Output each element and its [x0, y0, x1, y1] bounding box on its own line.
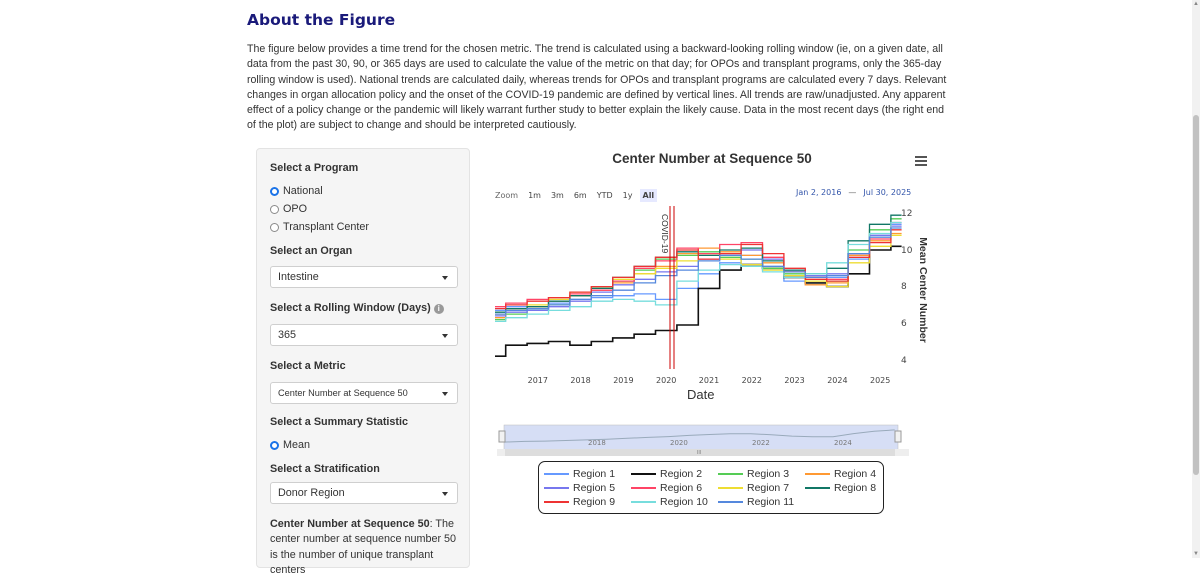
y-tick-label: 12 [901, 209, 913, 220]
metric-label: Select a Metric [270, 360, 346, 372]
window-label [270, 302, 444, 314]
range-separator: — [848, 188, 857, 197]
legend-swatch [805, 487, 830, 489]
metric-description-text: : The center number at sequence number 50 is the number of unique transplant centers [270, 518, 457, 576]
scroll-up-icon[interactable]: ▲ [1193, 1, 1199, 7]
legend-label: Region 9 [573, 495, 616, 508]
organ-label: Select an Organ [270, 245, 353, 257]
radio-label: National [283, 185, 323, 197]
y-axis-title: Mean Center Number [917, 237, 929, 343]
zoom-all-button[interactable]: All [640, 189, 658, 202]
radio-transplant-center[interactable] [270, 220, 369, 234]
x-tick-label: 2022 [741, 376, 762, 385]
radio-selected-icon[interactable] [270, 441, 279, 450]
series-lines [495, 215, 902, 356]
page-heading: About the Figure [247, 11, 396, 29]
legend-item-region-2[interactable] [631, 467, 702, 480]
legend-label: Region 2 [660, 467, 703, 480]
radio-icon[interactable] [270, 223, 279, 232]
y-tick-label: 10 [901, 245, 913, 256]
x-axis-title: Date [687, 387, 715, 402]
legend-swatch [631, 487, 656, 489]
legend-item-region-10[interactable] [631, 495, 708, 508]
program-label: Select a Program [270, 162, 359, 174]
scroll-down-icon[interactable]: ▼ [1193, 551, 1199, 557]
caret-down-icon [442, 334, 448, 338]
strat-label: Select a Stratification [270, 463, 380, 475]
range-to-input[interactable]: Jul 30, 2025 [863, 188, 912, 197]
legend-label: Region 6 [660, 481, 703, 494]
x-tick-label: 2025 [869, 376, 891, 385]
window-select-value: 365 [278, 329, 297, 341]
legend-label: Region 1 [573, 467, 616, 480]
caret-down-icon [442, 492, 448, 496]
legend-swatch [718, 501, 743, 503]
chart-title: Center Number at Sequence 50 [612, 151, 812, 166]
legend-swatch [805, 473, 830, 475]
navigator-tick: 2022 [752, 439, 770, 447]
legend-label: Region 7 [747, 481, 790, 494]
range-from-input[interactable]: Jan 2, 2016 [796, 188, 842, 197]
legend-item-region-6[interactable] [631, 481, 702, 494]
legend-item-region-5[interactable] [544, 481, 615, 494]
zoom-3m-button[interactable]: 3m [550, 191, 564, 200]
navigator-left-handle[interactable] [499, 431, 505, 442]
radio-label: OPO [283, 203, 307, 215]
legend-item-region-9[interactable] [544, 495, 615, 508]
x-tick-label: 2020 [656, 376, 677, 385]
metric-select[interactable] [270, 382, 458, 404]
zoom-1m-button[interactable]: 1m [528, 191, 541, 200]
legend-label: Region 11 [747, 495, 795, 508]
y-tick-label: 6 [901, 319, 907, 330]
chart-legend [538, 461, 884, 514]
navigator-tick: 2024 [834, 439, 852, 447]
radio-icon[interactable] [270, 205, 279, 214]
legend-item-region-1[interactable] [544, 467, 615, 480]
figure-description: The figure below provides a time trend for the chosen metric. The trend is calculated using a backward-looking rolling window (ie, on a given date, all data from the past 30, 90, or 365 days are used to calculate the value of the metric on that day; for OPOs and transplant programs, only the 365-day rolling window is used). National trends are calculated daily, whereas trends for OPOs and transplant programs are calculated every 7 days. Relevant changes in organ allocation policy and the onset of the COVID-19 pandemic are defined by vertical lines. All trends are raw/unadjusted. Any apparent effect of a policy change or the pandemic will likely warrant further study to better explain the likely cause. Data in the most recent days (the right end of the plot) are subject to change and should be interpreted cautiously. [247, 43, 947, 132]
zoom-ytd-button[interactable]: YTD [596, 191, 613, 200]
legend-swatch [631, 501, 656, 503]
x-tick-label: 2019 [613, 376, 634, 385]
radio-mean[interactable] [270, 438, 310, 452]
x-tick-label: 2018 [570, 376, 591, 385]
scrollbar-grip: III [697, 450, 702, 456]
legend-swatch [544, 487, 569, 489]
legend-swatch [718, 487, 743, 489]
radio-label: Mean [283, 439, 311, 451]
covid-annotation: COVID-19 [660, 214, 670, 254]
window-label-text: Select a Rolling Window (Days) [270, 302, 431, 314]
x-tick-label: 2017 [527, 376, 548, 385]
legend-swatch [544, 473, 569, 475]
caret-down-icon [442, 392, 448, 396]
navigator-tick: 2020 [670, 439, 688, 447]
legend-label: Region 5 [573, 481, 616, 494]
radio-label: Transplant Center [283, 221, 370, 233]
metric-description-term: Center Number at Sequence 50 [270, 518, 430, 530]
zoom-label: Zoom [495, 191, 519, 200]
legend-label: Region 3 [747, 467, 790, 480]
x-tick-label: 2024 [827, 376, 848, 385]
scrollbar-thumb[interactable] [1193, 115, 1199, 475]
legend-swatch [544, 501, 569, 503]
caret-down-icon [442, 276, 448, 280]
window-select[interactable] [270, 324, 458, 346]
legend-label: Region 4 [834, 467, 877, 480]
legend-item-region-8[interactable] [805, 481, 876, 494]
legend-label: Region 10 [660, 495, 708, 508]
info-icon[interactable]: i [434, 304, 444, 314]
legend-item-region-4[interactable] [805, 467, 876, 480]
page-scrollbar[interactable] [1192, 0, 1200, 558]
legend-item-region-7[interactable] [718, 481, 789, 494]
metric-description [270, 517, 460, 578]
summary-label: Select a Summary Statistic [270, 416, 409, 428]
legend-item-region-11[interactable] [718, 495, 794, 508]
y-tick-label: 8 [901, 282, 907, 293]
x-tick-label: 2023 [784, 376, 805, 385]
zoom-1y-button[interactable]: 1y [622, 191, 633, 200]
legend-label: Region 8 [834, 481, 877, 494]
legend-swatch [631, 473, 656, 475]
navigator-tick: 2018 [588, 439, 606, 447]
metric-select-value: Center Number at Sequence 50 [278, 388, 408, 398]
strat-select[interactable] [270, 482, 458, 504]
radio-selected-icon[interactable] [270, 187, 279, 196]
control-panel [256, 148, 470, 576]
radio-opo[interactable] [270, 202, 307, 216]
strat-select-value: Donor Region [278, 487, 345, 499]
x-tick-label: 2021 [698, 376, 720, 385]
navigator-right-handle[interactable] [895, 431, 901, 442]
legend-item-region-3[interactable] [718, 467, 789, 480]
organ-select-value: Intestine [278, 271, 319, 283]
radio-national[interactable] [270, 184, 323, 198]
legend-swatch [718, 473, 743, 475]
organ-select[interactable] [270, 266, 458, 288]
zoom-6m-button[interactable]: 6m [573, 191, 587, 200]
y-tick-label: 4 [901, 355, 907, 366]
